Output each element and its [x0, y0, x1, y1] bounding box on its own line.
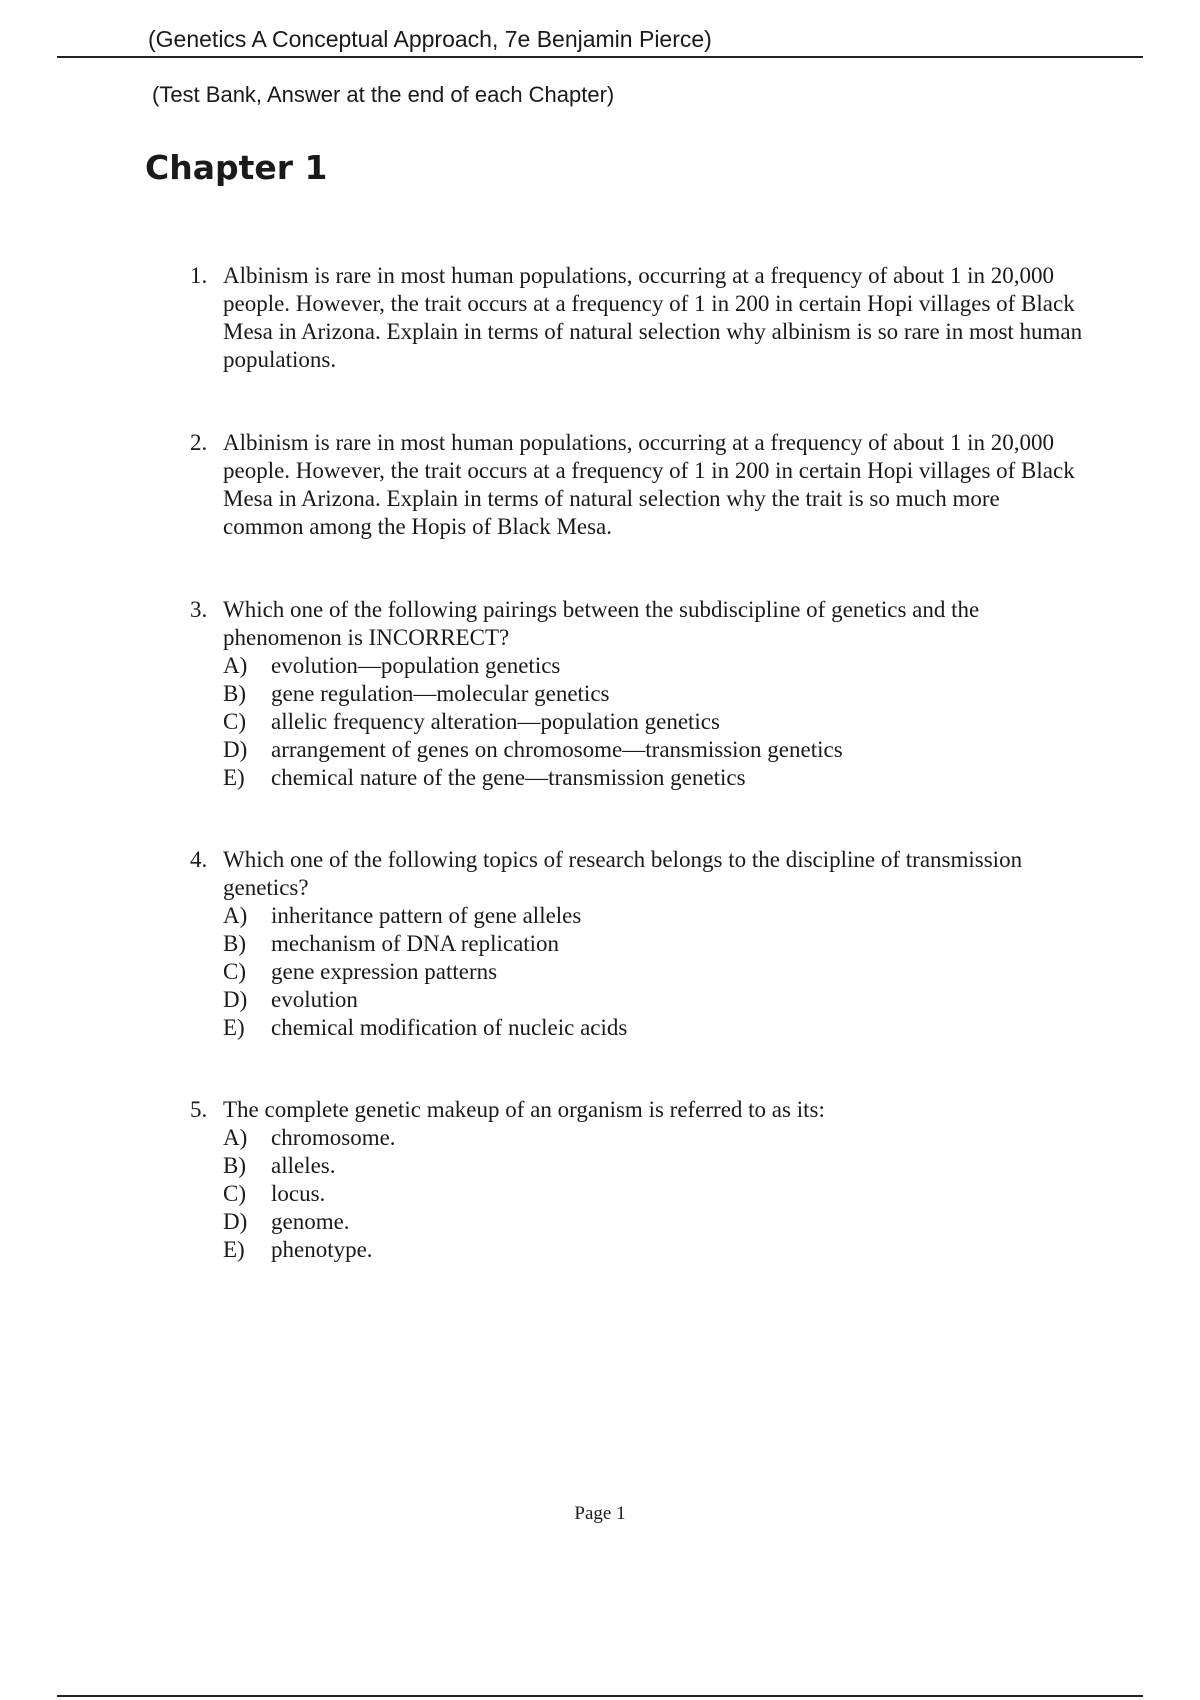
question-text: Albinism is rare in most human populations, occurring at a frequency of about 1 in 20,000 people. However, the trait occurs at a frequency of 1 in 200 in certain Hopi villages of Black Mesa in Arizona. Explain in terms of natural selection why albinism is so rare in most human populations. [223, 263, 1083, 372]
choice-text: arrangement of genes on chromosome—transmission genetics [271, 737, 843, 762]
answer-choice [223, 930, 1090, 958]
answer-choices [223, 1124, 1090, 1264]
choice-letter: B) [223, 931, 246, 956]
answer-choice [223, 1014, 1090, 1042]
question-4 [190, 846, 1090, 1042]
choice-text: evolution—population genetics [271, 653, 561, 678]
question-number: 2. [190, 430, 208, 455]
question-text: Which one of the following topics of research belongs to the discipline of transmission genetics? [223, 847, 1023, 900]
footer-divider [57, 1695, 1143, 1697]
choice-text: chromosome. [271, 1125, 396, 1150]
question-2 [190, 429, 1090, 541]
choice-letter: E) [223, 1237, 245, 1262]
choice-text: locus. [271, 1181, 326, 1206]
document-header-title: (Genetics A Conceptual Approach, 7e Benjamin Pierce) [148, 26, 712, 52]
choice-letter: A) [223, 1125, 248, 1150]
question-5 [190, 1096, 1090, 1264]
answer-choice [223, 902, 1090, 930]
choice-text: phenotype. [271, 1237, 373, 1262]
choice-letter: B) [223, 681, 246, 706]
answer-choice [223, 1208, 1090, 1236]
answer-choice [223, 736, 1090, 764]
choice-text: allelic frequency alteration—population genetics [271, 709, 720, 734]
question-3 [190, 596, 1090, 792]
answer-choice [223, 986, 1090, 1014]
choice-text: genome. [271, 1209, 350, 1234]
choice-letter: A) [223, 653, 248, 678]
answer-choice [223, 680, 1090, 708]
answer-choice [223, 764, 1090, 792]
choice-letter: A) [223, 903, 248, 928]
choice-letter: B) [223, 1153, 246, 1178]
answer-choice [223, 652, 1090, 680]
header-divider [57, 56, 1143, 58]
choice-text: evolution [271, 987, 358, 1012]
choice-letter: C) [223, 709, 246, 734]
choice-letter: E) [223, 1015, 245, 1040]
answer-choices [223, 902, 1090, 1042]
choice-text: chemical modification of nucleic acids [271, 1015, 628, 1040]
question-number: 4. [190, 847, 208, 872]
question-text: The complete genetic makeup of an organism is referred to as its: [223, 1097, 825, 1122]
question-1 [190, 262, 1090, 374]
answer-choice [223, 1152, 1090, 1180]
choice-text: gene regulation—molecular genetics [271, 681, 610, 706]
answer-choice [223, 1236, 1090, 1264]
choice-text: gene expression patterns [271, 959, 498, 984]
question-number: 5. [190, 1097, 208, 1122]
question-text: Which one of the following pairings between the subdiscipline of genetics and the phenomenon is INCORRECT? [223, 597, 980, 650]
question-number: 1. [190, 263, 208, 288]
document-subtitle: (Test Bank, Answer at the end of each Chapter) [152, 82, 615, 107]
choice-letter: D) [223, 987, 248, 1012]
answer-choice [223, 958, 1090, 986]
choice-text: inheritance pattern of gene alleles [271, 903, 582, 928]
question-number: 3. [190, 597, 208, 622]
chapter-heading: Chapter 1 [145, 148, 328, 187]
choice-letter: C) [223, 1181, 246, 1206]
choice-text: mechanism of DNA replication [271, 931, 560, 956]
choice-text: alleles. [271, 1153, 336, 1178]
choice-letter: C) [223, 959, 246, 984]
page-number: Page 1 [574, 1503, 626, 1524]
choice-text: chemical nature of the gene—transmission genetics [271, 765, 746, 790]
choice-letter: E) [223, 765, 245, 790]
choice-letter: D) [223, 737, 248, 762]
answer-choice [223, 1124, 1090, 1152]
choice-letter: D) [223, 1209, 248, 1234]
answer-choice [223, 1180, 1090, 1208]
answer-choice [223, 708, 1090, 736]
answer-choices [223, 652, 1090, 792]
question-text: Albinism is rare in most human populations, occurring at a frequency of about 1 in 20,000 people. However, the trait occurs at a frequency of 1 in 200 in certain Hopi villages of Black Mesa in Arizona. Explain in terms of natural selection why the trait is so much more common among the Hopis of Black Mesa. [223, 430, 1075, 539]
